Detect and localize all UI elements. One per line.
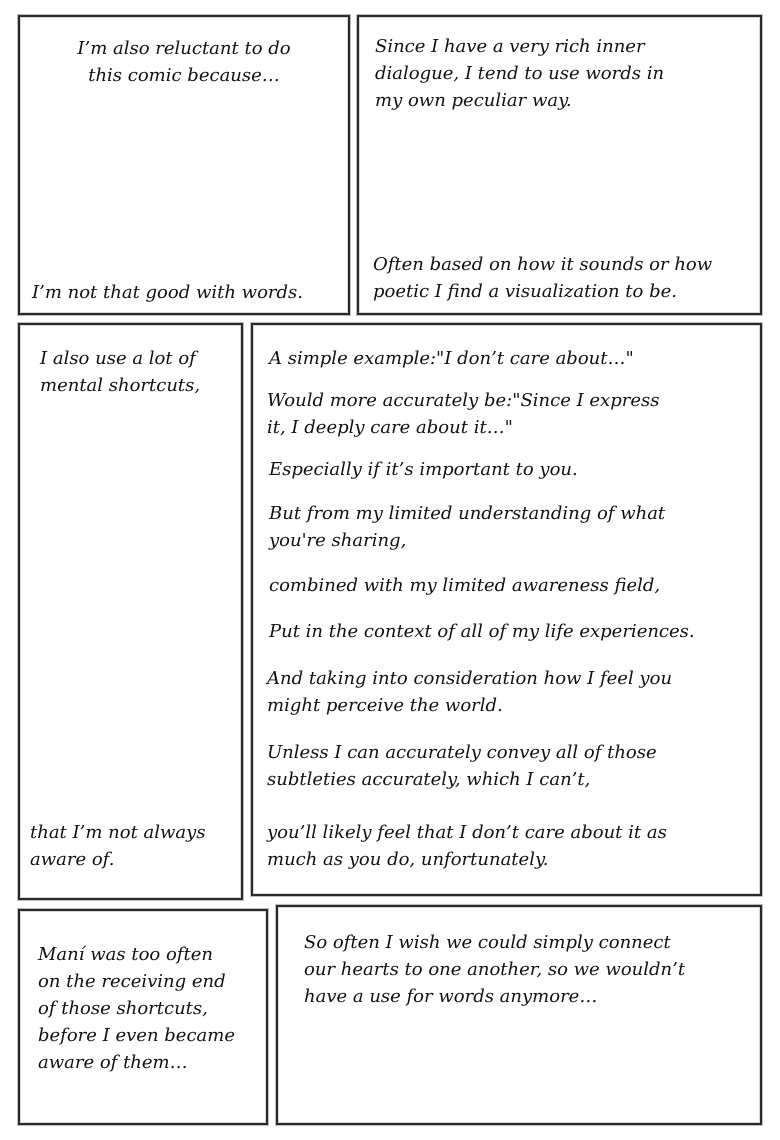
caption-mental-shortcuts: I also use a lot of mental shortcuts, <box>40 348 201 396</box>
caption-connect-hearts: So often I wish we could simply connect our hearts to one another, so we wouldn’t have a use for words anymore… <box>304 932 686 1007</box>
caption-life-experiences: Put in the context of all of my life experiences. <box>269 621 695 642</box>
caption-poetic-visualization: Often based on how it sounds or how poetic I find a visualization to be. <box>373 254 713 302</box>
caption-not-always-aware: that I’m not always aware of. <box>30 822 206 870</box>
comic-panel-6 <box>276 905 762 1125</box>
caption-especially-important: Especially if it’s important to you. <box>269 459 578 480</box>
caption-reluctant: I’m also reluctant to do this comic because… <box>77 38 291 86</box>
caption-convey-subtleties: Unless I can accurately convey all of those subtleties accurately, which I can’t, <box>267 742 657 790</box>
comic-panel-5 <box>18 909 268 1125</box>
caption-dont-care: you’ll likely feel that I don’t care about it as much as you do, unfortunately. <box>267 822 667 870</box>
caption-not-good-with-words: I’m not that good with words. <box>32 282 304 303</box>
caption-simple-example: A simple example:"I don’t care about…" <box>269 348 634 369</box>
comic-panel-3 <box>18 323 243 900</box>
comic-panel-4 <box>251 323 762 896</box>
caption-inner-dialogue: Since I have a very rich inner dialogue, I tend to use words in my own peculiar way. <box>375 36 665 111</box>
caption-awareness-field: combined with my limited awareness field, <box>269 575 661 596</box>
comic-panel-2 <box>357 15 762 315</box>
caption-limited-understanding: But from my limited understanding of what you're sharing, <box>269 503 666 551</box>
caption-mani-shortcuts: Maní was too often on the receiving end of those shortcuts, before I even became aware of them… <box>38 944 235 1073</box>
caption-perceive-world: And taking into consideration how I feel you might perceive the world. <box>267 668 673 716</box>
comic-panel-1 <box>18 15 350 315</box>
caption-more-accurately: Would more accurately be:"Since I express it, I deeply care about it…" <box>267 390 660 438</box>
